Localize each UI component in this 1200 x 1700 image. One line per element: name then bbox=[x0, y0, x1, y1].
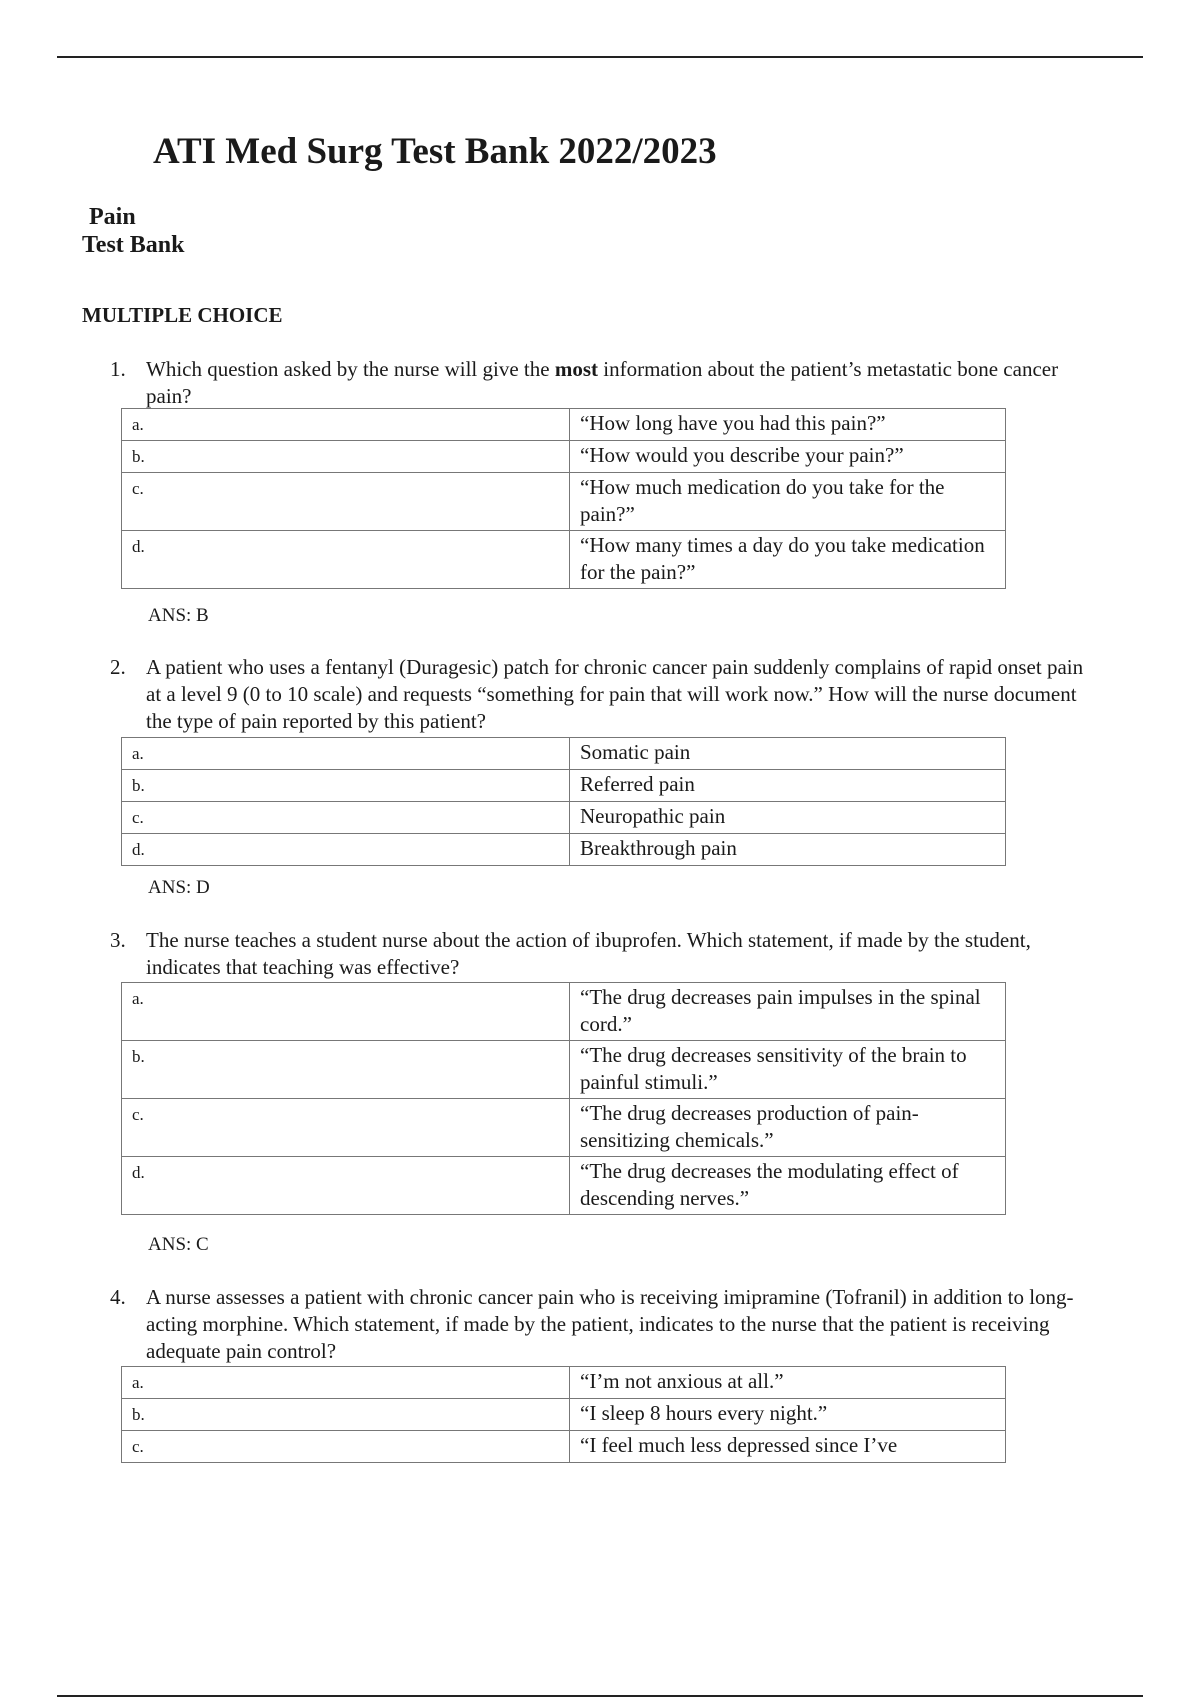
choice-letter: a. bbox=[122, 409, 570, 441]
choice-letter: b. bbox=[122, 1041, 570, 1099]
choice-row bbox=[122, 1041, 1006, 1099]
choice-row bbox=[122, 770, 1006, 802]
choice-letter: c. bbox=[122, 1431, 570, 1463]
question-number: 1. bbox=[110, 357, 126, 381]
answer-3: ANS: C bbox=[148, 1234, 209, 1255]
choices-table-2 bbox=[121, 737, 1006, 866]
choice-row bbox=[122, 983, 1006, 1041]
choice-text: “I feel much less depressed since I’ve bbox=[570, 1431, 1006, 1463]
question-stem-text: Which question asked by the nurse will give the bbox=[146, 357, 555, 381]
choice-letter: c. bbox=[122, 802, 570, 834]
answer-2: ANS: D bbox=[148, 877, 210, 898]
question-stem bbox=[146, 356, 1086, 410]
choice-letter: a. bbox=[122, 983, 570, 1041]
choice-letter: b. bbox=[122, 1399, 570, 1431]
bottom-rule bbox=[57, 1695, 1143, 1697]
choice-text: “How much medication do you take for the pain?” bbox=[570, 473, 1006, 531]
choice-letter: d. bbox=[122, 531, 570, 589]
choice-row bbox=[122, 1399, 1006, 1431]
choices-table-4 bbox=[121, 1366, 1006, 1463]
choices-table-3 bbox=[121, 982, 1006, 1215]
question-stem-emphasis: most bbox=[554, 357, 598, 381]
choice-text: Somatic pain bbox=[570, 738, 1006, 770]
choice-letter: d. bbox=[122, 1157, 570, 1215]
section-name: Pain bbox=[89, 204, 136, 230]
choice-row bbox=[122, 1157, 1006, 1215]
question-number: 4. bbox=[110, 1285, 126, 1309]
document-title: ATI Med Surg Test Bank 2022/2023 bbox=[153, 131, 717, 172]
question-stem: The nurse teaches a student nurse about the action of ibuprofen. Which statement, if made by the student, indicates that teaching was effective? bbox=[146, 928, 1031, 979]
choice-row bbox=[122, 1099, 1006, 1157]
choice-row bbox=[122, 1431, 1006, 1463]
question-number: 2. bbox=[110, 655, 126, 679]
choice-text: “The drug decreases the modulating effect of descending nerves.” bbox=[570, 1157, 1006, 1215]
choice-row bbox=[122, 409, 1006, 441]
choice-text: Referred pain bbox=[570, 770, 1006, 802]
choice-letter: d. bbox=[122, 834, 570, 866]
choice-row bbox=[122, 834, 1006, 866]
choice-text: Breakthrough pain bbox=[570, 834, 1006, 866]
choice-text: “The drug decreases pain impulses in the spinal cord.” bbox=[570, 983, 1006, 1041]
answer-1: ANS: B bbox=[148, 605, 209, 626]
choice-row bbox=[122, 738, 1006, 770]
choice-row bbox=[122, 531, 1006, 589]
choice-text: “The drug decreases production of pain-sensitizing chemicals.” bbox=[570, 1099, 1006, 1157]
question-stem: A nurse assesses a patient with chronic cancer pain who is receiving imipramine (Tofranil) in addition to long-acting morphine. Which statement, if made by the patient, indicates to the nurse that the patient is receiving adequate pain control? bbox=[146, 1285, 1074, 1363]
choice-row bbox=[122, 802, 1006, 834]
multiple-choice-heading: MULTIPLE CHOICE bbox=[82, 303, 283, 327]
choice-row bbox=[122, 1367, 1006, 1399]
question-stem: A patient who uses a fentanyl (Duragesic) patch for chronic cancer pain suddenly complains of rapid onset pain at a level 9 (0 to 10 scale) and requests “something for pain that will work now.” How will the nurse document the type of pain reported by this patient? bbox=[146, 655, 1084, 733]
choice-letter: c. bbox=[122, 1099, 570, 1157]
choice-text: “The drug decreases sensitivity of the brain to painful stimuli.” bbox=[570, 1041, 1006, 1099]
choice-row bbox=[122, 441, 1006, 473]
choice-letter: b. bbox=[122, 441, 570, 473]
choice-text: “How would you describe your pain?” bbox=[570, 441, 1006, 473]
choice-text: “How many times a day do you take medication for the pain?” bbox=[570, 531, 1006, 589]
question-stem-text: information about the patient’s metastatic bone cancer pain? bbox=[146, 357, 1059, 408]
choice-text: Neuropathic pain bbox=[570, 802, 1006, 834]
choice-letter: c. bbox=[122, 473, 570, 531]
choice-text: “How long have you had this pain?” bbox=[570, 409, 1006, 441]
choice-text: “I sleep 8 hours every night.” bbox=[570, 1399, 1006, 1431]
choice-text: “I’m not anxious at all.” bbox=[570, 1367, 1006, 1399]
choice-letter: a. bbox=[122, 738, 570, 770]
choices-table-1 bbox=[121, 408, 1006, 589]
section-subtitle: Test Bank bbox=[82, 232, 185, 258]
choice-letter: b. bbox=[122, 770, 570, 802]
top-rule bbox=[57, 56, 1143, 58]
choice-row bbox=[122, 473, 1006, 531]
choice-letter: a. bbox=[122, 1367, 570, 1399]
question-number: 3. bbox=[110, 928, 126, 952]
